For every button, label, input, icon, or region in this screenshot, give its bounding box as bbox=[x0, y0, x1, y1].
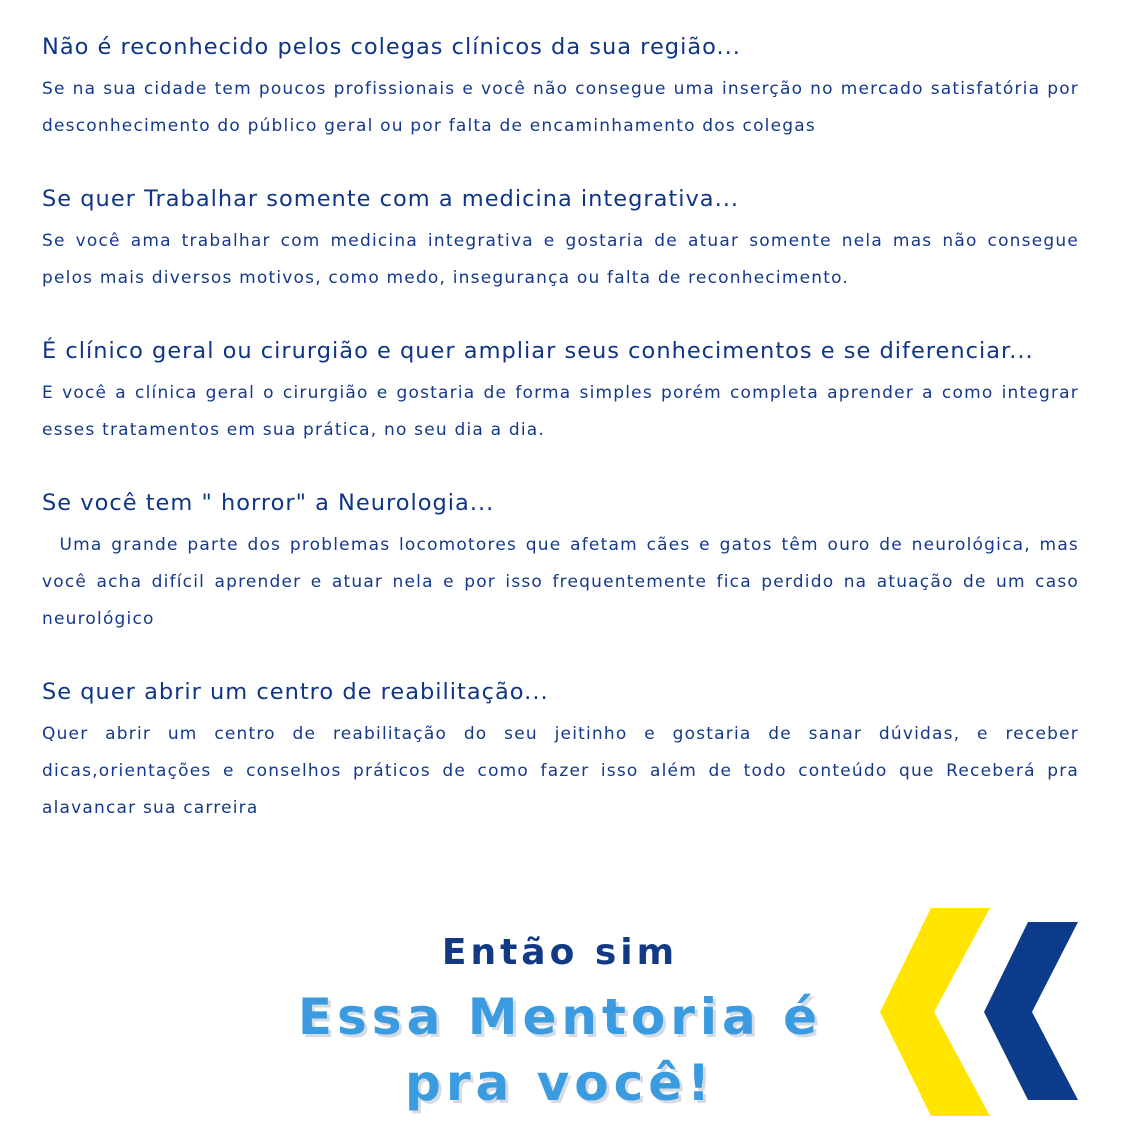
content-sections bbox=[42, 24, 1086, 858]
section-general-clinician bbox=[42, 328, 1086, 449]
section-body: Se você ama trabalhar com medicina integrativa e gostaria de atuar somente nela mas não consegue pelos mais diversos motivos, como medo, insegurança ou falta de reconhecimento. bbox=[42, 231, 1086, 288]
cta-headline-line2: pra você! bbox=[405, 1054, 715, 1112]
section-title: É clínico geral ou cirurgião e quer ampliar seus conhecimentos e se diferenciar... bbox=[42, 338, 1034, 364]
section-body: Uma grande parte dos problemas locomotores que afetam cães e gatos têm ouro de neurológica, mas você acha difícil aprender e atuar nela e por isso frequentemente fica perdido na atuação de um caso neurológico bbox=[42, 535, 1086, 629]
cta-headline-line1: Essa Mentoria é bbox=[297, 988, 823, 1046]
double-chevron-left-icon bbox=[876, 906, 1086, 1118]
section-integrative-medicine bbox=[42, 176, 1086, 297]
section-rehab-center bbox=[42, 669, 1086, 827]
section-neurology bbox=[42, 480, 1086, 638]
call-to-action bbox=[240, 922, 880, 1116]
section-title: Não é reconhecido pelos colegas clínicos da sua região... bbox=[42, 34, 741, 60]
section-recognition bbox=[42, 24, 1086, 145]
section-body: Quer abrir um centro de reabilitação do seu jeitinho e gostaria de sanar dúvidas, e receber dicas,orientações e conselhos práticos de como fazer isso além de todo conteúdo que Receberá pra alavancar sua carreira bbox=[42, 724, 1086, 818]
section-body: E você a clínica geral o cirurgião e gostaria de forma simples porém completa aprender a como integrar esses tratamentos em sua prática, no seu dia a dia. bbox=[42, 383, 1086, 440]
blue-chevron bbox=[984, 922, 1078, 1100]
section-title: Se você tem " horror" a Neurologia... bbox=[42, 490, 495, 516]
yellow-chevron bbox=[880, 908, 990, 1116]
section-title: Se quer abrir um centro de reabilitação... bbox=[42, 679, 549, 705]
cta-intro: Então sim bbox=[441, 932, 679, 973]
section-body: Se na sua cidade tem poucos profissionais e você não consegue uma inserção no mercado satisfatória por desconhecimento do público geral ou por falta de encaminhamento dos colegas bbox=[42, 79, 1086, 136]
section-title: Se quer Trabalhar somente com a medicina integrativa... bbox=[42, 186, 740, 212]
